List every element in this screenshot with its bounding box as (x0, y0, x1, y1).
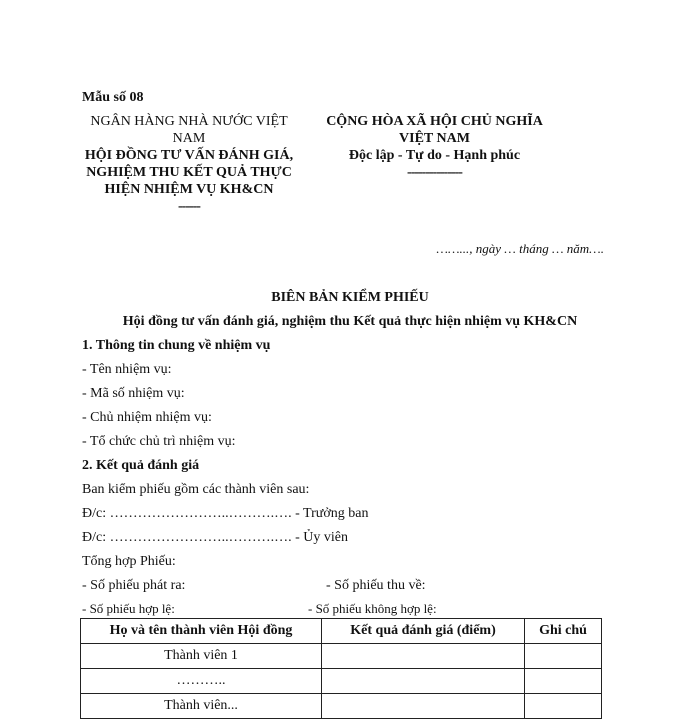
table-row (81, 694, 602, 719)
notes-cell (525, 694, 602, 719)
council-name: HỘI ĐỒNG TƯ VẤN ĐÁNH GIÁ, NGHIỆM THU KẾT QUẢ THỰC HIỆN NHIỆM VỤ KH&CN (84, 148, 294, 197)
ballots-received: - Số phiếu thu về: (326, 578, 426, 593)
task-leader-field: - Chủ nhiệm nhiệm vụ: (82, 410, 212, 425)
org-name: NGÂN HÀNG NHÀ NƯỚC VIỆT NAM (90, 114, 288, 146)
score-cell (322, 694, 525, 719)
document-title: BIÊN BẢN KIỂM PHIẾU (271, 290, 429, 305)
notes-cell (525, 644, 602, 669)
task-code-field: - Mã số nhiệm vụ: (82, 386, 185, 401)
column-member-name: Họ và tên thành viên Hội đồng (81, 619, 322, 644)
left-divider: ------ (178, 199, 200, 214)
right-divider: --------------- (407, 165, 462, 180)
committee-head-line: Đ/c: ……………………..……….…. - Trưởng ban (82, 506, 369, 521)
motto-subline: Độc lập - Tự do - Hạnh phúc (348, 148, 521, 163)
document-subtitle: Hội đồng tư vấn đánh giá, nghiệm thu Kết quả thực hiện nhiệm vụ KH&CN (122, 314, 578, 329)
ballots-valid: - Số phiếu hợp lệ: (82, 601, 175, 616)
host-organization-field: - Tổ chức chủ trì nhiệm vụ: (82, 434, 236, 449)
committee-member-line: Đ/c: ……………………..……….…. - Ủy viên (82, 530, 348, 545)
section1-heading: 1. Thông tin chung về nhiệm vụ (82, 338, 271, 353)
evaluation-table (80, 618, 602, 719)
committee-intro: Ban kiểm phiếu gồm các thành viên sau: (82, 482, 310, 497)
member-name-cell: Thành viên... (81, 694, 322, 719)
ballot-summary-label: Tổng hợp Phiếu: (82, 554, 176, 569)
score-cell (322, 669, 525, 694)
form-number: Mẫu số 08 (82, 90, 144, 105)
task-name-field: - Tên nhiệm vụ: (82, 362, 172, 377)
national-motto: CỘNG HÒA XÃ HỘI CHỦ NGHĨA VIỆT NAM (326, 114, 543, 146)
table-row (81, 669, 602, 694)
ballots-invalid: - Số phiếu không hợp lệ: (308, 601, 437, 616)
member-name-cell: ……….. (81, 669, 322, 694)
left-header (80, 113, 298, 215)
ballots-issued: - Số phiếu phát ra: (82, 578, 186, 593)
right-header (312, 113, 557, 181)
date-line: ……..., ngày … tháng … năm…. (436, 241, 604, 256)
member-name-cell: Thành viên 1 (81, 644, 322, 669)
score-cell (322, 644, 525, 669)
section2-heading: 2. Kết quả đánh giá (82, 458, 200, 473)
table-header-row (81, 619, 602, 644)
notes-cell (525, 669, 602, 694)
table-row (81, 644, 602, 669)
column-score: Kết quả đánh giá (điểm) (322, 619, 525, 644)
column-notes: Ghi chú (525, 619, 602, 644)
